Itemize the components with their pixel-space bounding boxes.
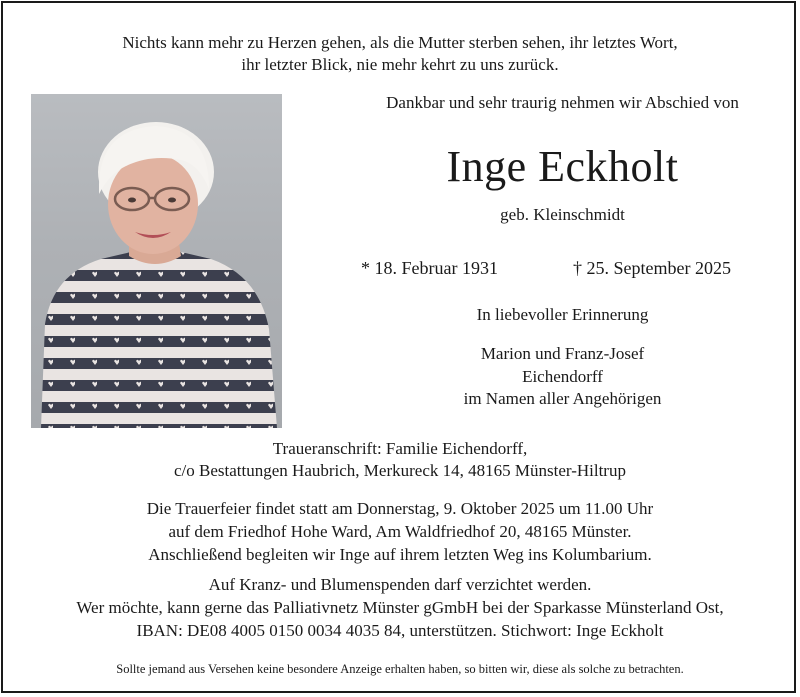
memory-text: In liebevoller Erinnerung <box>476 305 649 324</box>
service-line-1: Die Trauerfeier findet statt am Donnerstag, 9. Oktober 2025 um 11.00 Uhr <box>146 499 654 518</box>
maiden-name: geb. Kleinschmidt <box>500 205 625 224</box>
deceased-name: Inge Eckholt <box>446 142 679 191</box>
birth-date: * 18. Februar 1931 <box>361 258 498 278</box>
motto-line-2: ihr letzter Blick, nie mehr kehrt zu uns zurück. <box>241 55 559 74</box>
death-date: † 25. September 2025 <box>573 258 731 278</box>
intro-text: Dankbar und sehr traurig nehmen wir Abschied von <box>386 93 739 112</box>
service-line-3: Anschließend begleiten wir Inge auf ihrem letzten Weg ins Kolumbarium. <box>148 545 652 564</box>
motto-quote <box>0 32 800 76</box>
donation-info <box>0 573 800 642</box>
address-line-1: Traueranschrift: Familie Eichendorff, <box>272 439 528 458</box>
service-line-2: auf dem Friedhof Hohe Ward, Am Waldfriedhof 20, 48165 Münster. <box>168 522 632 541</box>
mourning-address <box>0 438 800 482</box>
family-line-2: Eichendorff <box>522 366 603 386</box>
donation-line-2: Wer möchte, kann gerne das Palliativnetz Münster gGmbH bei der Sparkasse Münsterland Ost, <box>76 598 724 617</box>
footer-note: Sollte jemand aus Versehen keine besondere Anzeige erhalten haben, so bitten wir, diese als solche zu betrachten. <box>116 662 684 676</box>
donation-line-3: IBAN: DE08 4005 0150 0034 4035 84, unterstützen. Stichwort: Inge Eckholt <box>136 621 664 640</box>
portrait-illustration <box>31 94 282 428</box>
donation-line-1: Auf Kranz- und Blumenspenden darf verzichtet werden. <box>208 575 592 594</box>
address-line-2: c/o Bestattungen Haubrich, Merkureck 14, 48165 Münster-Hiltrup <box>174 461 626 480</box>
motto-line-1: Nichts kann mehr zu Herzen gehen, als die Mutter sterben sehen, ihr letztes Wort, <box>122 33 678 52</box>
family-line-3: im Namen aller Angehörigen <box>463 389 662 408</box>
family-signature <box>345 343 780 411</box>
funeral-service-info <box>0 497 800 566</box>
portrait-photo <box>31 94 282 428</box>
family-line-1: Marion und Franz-Josef <box>480 344 645 363</box>
